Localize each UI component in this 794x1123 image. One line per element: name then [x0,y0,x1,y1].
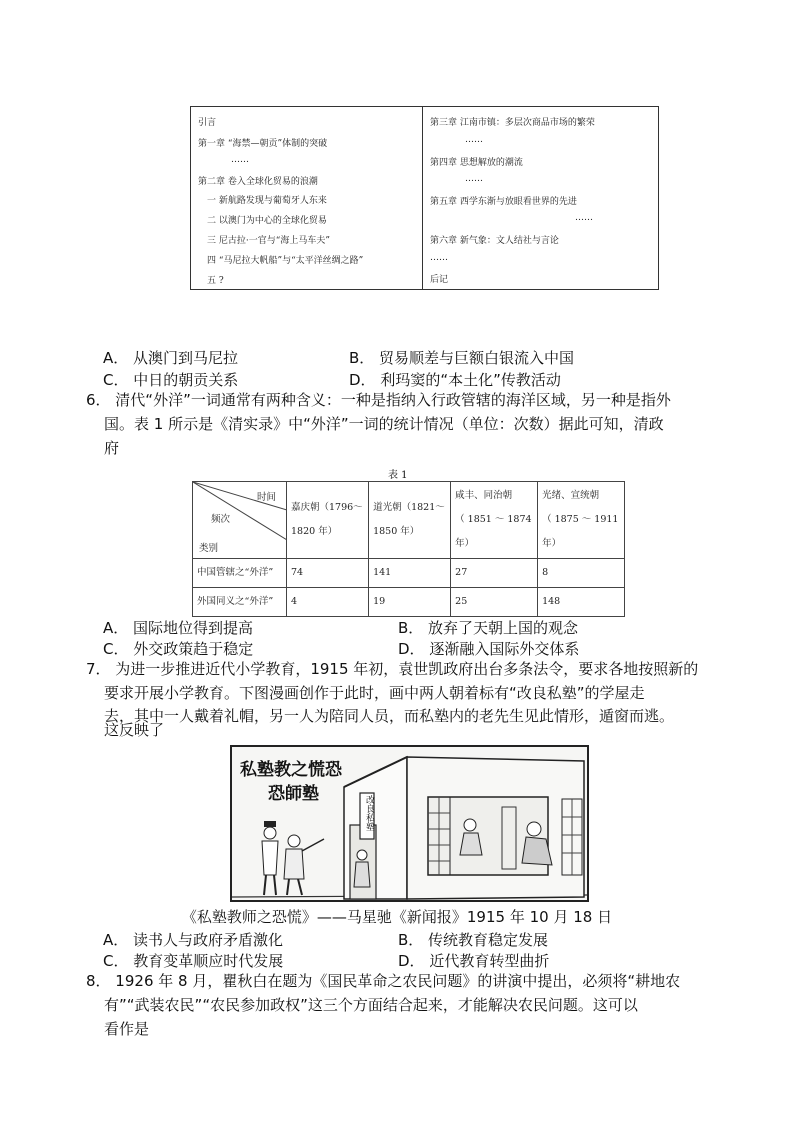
table-corner-cell [193,482,287,559]
table-header-row [193,482,625,559]
q5-option-b[interactable]: B． 贸易顺差与巨额白银流入中国 [349,349,575,367]
header-cell-xianfeng-tongzhi [451,482,538,559]
q5-option-c[interactable]: C． 中日的朝贡关系 [103,371,239,389]
corner-label-time: 时间 [257,492,277,503]
contents-line: …… [231,155,249,165]
contents-line: 一 新航路发现与葡萄牙人东来 [207,196,327,206]
header-text: （ 1875 ～ 1911 [542,514,619,525]
contents-line: 第六章 新气象：文人结社与言论 [430,236,559,246]
header-cell-daoguang [369,482,451,559]
q5-option-d[interactable]: D． 利玛窦的“本土化”传教活动 [349,371,561,389]
header-text: 年） [542,538,562,549]
table-row [193,559,625,588]
table-cell: 148 [538,588,625,617]
table-row [193,588,625,617]
school-signboard: 改良私塾 [364,795,374,831]
contents-left-column [191,107,423,289]
contents-line: 三 尼古拉·一官与“海上马车夫” [207,236,330,246]
q8-stem-line: 8． 1926 年 8 月，瞿秋白在题为《国民革命之农民问题》的讲演中提出，必须将“耕地农 [86,972,681,990]
q6-option-a[interactable]: A． 国际地位得到提高 [103,619,254,637]
contents-line: …… [465,174,483,184]
cartoon-title-line2: 恐師塾 [268,784,319,804]
contents-line: 第五章 西学东渐与放眼看世界的先进 [430,197,577,207]
contents-line: 引言 [198,118,217,128]
table-cell: 27 [451,559,538,588]
q7-stem-line: 7． 为进一步推进近代小学教育，1915 年初，袁世凯政府出台多条法令，要求各地按照新的 [86,660,699,678]
header-text: 1820 年） [291,526,338,537]
book-contents-box [190,106,659,290]
q6-option-c[interactable]: C． 外交政策趋于稳定 [103,640,254,658]
table-caption: 表 1 [388,470,408,481]
contents-line: …… [575,213,593,223]
q7-stem-line: 要求开展小学教育。下图漫画创作于此时，画中两人朝着标有“改良私塾”的学屋走 [104,684,645,702]
table-cell: 141 [369,559,451,588]
foreign-sea-statistics-table [192,481,625,617]
table-cell: 4 [287,588,369,617]
contents-line: 第四章 思想解放的潮流 [430,158,523,168]
cartoon-image [230,745,589,902]
table-cell: 25 [451,588,538,617]
cartoon-title-line1: 私塾教之慌恐 [240,760,342,780]
q7-stem-line: 这反映了 [104,721,165,739]
q6-stem-line: 国。表 1 所示是《清实录》中“外洋”一词的统计情况（单位：次数）据此可知，清政 [104,415,664,433]
q6-option-b[interactable]: B． 放弃了天朝上国的观念 [398,619,579,637]
contents-line: …… [465,135,483,145]
header-text: （ 1851 ～ 1874 [455,514,532,525]
contents-line: 第一章 “海禁—朝贡”体制的突破 [198,139,328,149]
header-text: 年） [455,538,475,549]
contents-line: …… [430,253,448,263]
q7-option-b[interactable]: B． 传统教育稳定发展 [398,931,549,949]
q8-stem-line: 有”“武装农民”“农民参加政权”这三个方面结合起来，才能解决农民问题。这可以 [104,996,638,1014]
header-text: 嘉庆朝（1796～ [291,502,363,513]
q7-option-a[interactable]: A． 读书人与政府矛盾激化 [103,931,284,949]
q7-option-c[interactable]: C． 教育变革顺应时代发展 [103,952,284,970]
contents-line: 二 以澳门为中心的全球化贸易 [207,216,327,226]
table-cell: 8 [538,559,625,588]
q5-option-a[interactable]: A． 从澳门到马尼拉 [103,349,239,367]
row-label: 中国管辖之“外洋” [193,559,287,588]
q7-stem-line: 去，其中一人戴着礼帽，另一人为陪同人员，而私塾内的老先生见此情形，遁窗而逃。 [104,707,675,725]
corner-label-frequency: 频次 [211,514,231,525]
header-text: 1850 年） [373,526,420,537]
header-text: 道光朝（1821～ [373,502,445,513]
table-cell: 74 [287,559,369,588]
header-cell-guangxu-xuantong [538,482,625,559]
contents-line: 后记 [430,275,449,285]
contents-line: 五 ? [207,276,224,286]
contents-line: 四 “马尼拉大帆船”与“太平洋丝绸之路” [207,256,364,266]
q7-option-d[interactable]: D． 近代教育转型曲折 [398,952,550,970]
header-text: 咸丰、同治朝 [455,490,513,501]
contents-right-column [423,107,658,289]
q6-stem-line: 府 [104,439,120,457]
table-cell: 19 [369,588,451,617]
q8-stem-line: 看作是 [104,1020,150,1038]
contents-line: 第三章 江南市镇：多层次商品市场的繁荣 [430,118,595,128]
contents-line: 第二章 卷入全球化贸易的浪潮 [198,177,318,187]
q6-stem-line: 6． 清代“外洋”一词通常有两种含义：一种是指纳入行政管辖的海洋区域，另一种是指外 [86,391,671,409]
row-label: 外国同义之“外洋” [193,588,287,617]
corner-label-category: 类别 [199,543,219,554]
header-text: 光绪、宣统朝 [542,490,600,501]
q6-option-d[interactable]: D． 逐渐融入国际外交体系 [398,640,580,658]
cartoon-caption: 《私塾教师之恐慌》——马星驰《新闻报》1915 年 10 月 18 日 [181,908,613,926]
header-cell-jiaqing [287,482,369,559]
